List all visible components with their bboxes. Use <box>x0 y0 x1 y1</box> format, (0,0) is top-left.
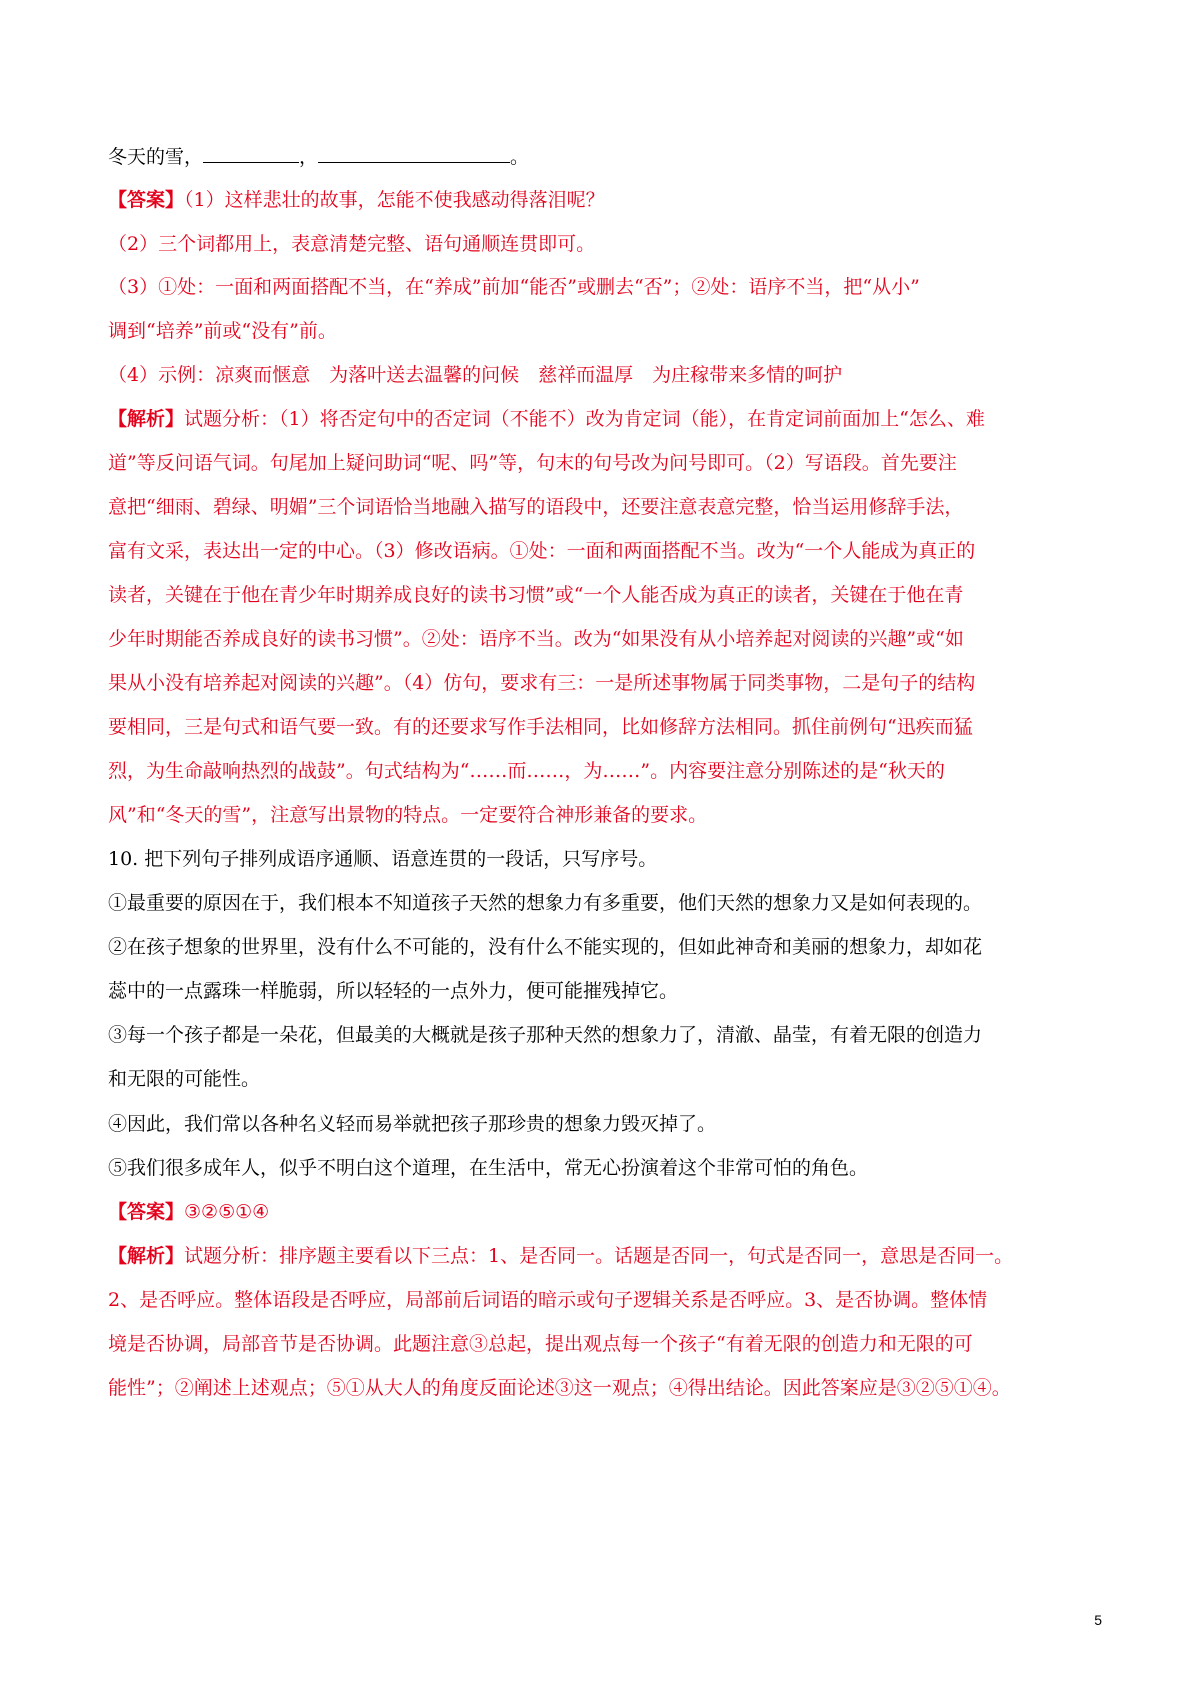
q10-sentence-5: ⑤我们很多成年人，似乎不明白这个道理，在生活中，常无心扮演着这个非常可怕的角色。 <box>108 1157 869 1179</box>
q10-analysis-line: 能性”；②阐述上述观点；⑤①从大人的角度反面论述③这一观点；④得出结论。因此答案应是③②⑤①④。 <box>108 1377 1011 1399</box>
q9-answer-3b: 调到“培养”前或“没有”前。 <box>108 320 337 342</box>
q9-analysis-line: 富有文采，表达出一定的中心。（3）修改语病。①处：一面和两面搭配不当。改为“一个人能成为真正的 <box>108 540 976 562</box>
answer-text: （1）这样悲壮的故事，怎能不使我感动得落泪呢？ <box>184 189 605 211</box>
answer-text: ③②⑤①④ <box>184 1201 270 1223</box>
q9-analysis-line <box>108 404 1092 434</box>
q10-analysis-line <box>108 1241 1092 1271</box>
q10-sentence-2a: ②在孩子想象的世界里，没有什么不可能的，没有什么不能实现的，但如此神奇和美丽的想象力，却如花 <box>108 936 983 958</box>
q9-analysis-line: 风”和“冬天的雪”，注意写出景物的特点。一定要符合神形兼备的要求。 <box>108 804 708 826</box>
q10-analysis-line: 境是否协调，局部音节是否协调。此题注意③总起，提出观点每一个孩子“有着无限的创造力和无限的可 <box>108 1333 973 1355</box>
q9-analysis-line: 果从小没有培养起对阅读的兴趣”。（4）仿句，要求有三：一是所述事物属于同类事物，二是句子的结构 <box>108 672 976 694</box>
q10-sentence-2b: 蕊中的一点露珠一样脆弱，所以轻轻的一点外力，便可能摧残掉它。 <box>108 980 679 1002</box>
q9-answer-3a: （3）①处：一面和两面搭配不当，在“养成”前加“能否”或删去“否”；②处：语序不当，把“从小” <box>108 276 920 298</box>
q10-sentence-4: ④因此，我们常以各种名义轻而易举就把孩子那珍贵的想象力毁灭掉了。 <box>108 1113 717 1135</box>
fill-blank-separator: ， <box>299 146 319 168</box>
q10-sentence-3b: 和无限的可能性。 <box>108 1068 261 1090</box>
analysis-tag: 【解析】 <box>108 1245 185 1267</box>
q10-analysis-line: 2、是否呼应。整体语段是否呼应，局部前后词语的暗示或句子逻辑关系是否呼应。3、是否协调。整体情 <box>108 1289 988 1311</box>
q9-answer-1 <box>108 185 1092 215</box>
q9-answer-2: （2）三个词都用上，表意清楚完整、语句通顺连贯即可。 <box>108 233 596 255</box>
q9-analysis-line: 读者，关键在于他在青少年时期养成良好的读书习惯”或“一个人能否成为真正的读者，关键在于他在青 <box>108 584 964 606</box>
q9-answer-4: （4）示例：凉爽而惬意 为落叶送去温馨的问候 慈祥而温厚 为庄稼带来多情的呵护 <box>108 364 843 386</box>
fill-blank-line <box>108 142 1092 172</box>
page-number: 5 <box>1094 1612 1102 1628</box>
q10-answer <box>108 1197 1092 1227</box>
fill-blank-suffix: 。 <box>510 146 530 168</box>
analysis-text: 试题分析：排序题主要看以下三点：1、是否同一。话题是否同一，句式是否同一，意思是否同一。 <box>184 1245 1014 1267</box>
analysis-text: 试题分析：（1）将否定句中的否定词（不能不）改为肯定词（能），在肯定词前面加上“怎么、难 <box>184 408 985 430</box>
q10-sentence-3a: ③每一个孩子都是一朵花，但最美的大概就是孩子那种天然的想象力了，清澈、晶莹，有着无限的创造力 <box>108 1024 983 1046</box>
answer-tag: 【答案】 <box>108 189 185 211</box>
answer-tag: 【答案】 <box>108 1201 185 1223</box>
q9-analysis-line: 烈，为生命敲响热烈的战鼓”。句式结构为“……而……，为……”。内容要注意分别陈述的是“秋天的 <box>108 760 945 782</box>
fill-blank-prefix: 冬天的雪， <box>108 146 204 168</box>
q10-sentence-1: ①最重要的原因在于，我们根本不知道孩子天然的想象力有多重要，他们天然的想象力又是如何表现的。 <box>108 892 983 914</box>
q9-analysis-line: 意把“细雨、碧绿、明媚”三个词语恰当地融入描写的语段中，还要注意表意完整，恰当运用修辞手法， <box>108 496 964 518</box>
analysis-tag: 【解析】 <box>108 408 185 430</box>
q9-analysis-line: 要相同，三是句式和语气要一致。有的还要求写作手法相同，比如修辞方法相同。抓住前例句“迅疾而猛 <box>108 716 973 738</box>
q10-stem: 10. 把下列句子排列成语序通顺、语意连贯的一段话，只写序号。 <box>108 848 658 870</box>
q9-analysis-line: 少年时期能否养成良好的读书习惯”。②处：语序不当。改为“如果没有从小培养起对阅读的兴趣”或“如 <box>108 628 964 650</box>
blank-1 <box>203 144 299 163</box>
blank-2 <box>318 144 510 163</box>
q9-analysis-line: 道”等反问语气词。句尾加上疑问助词“呢、吗”等，句末的句号改为问号即可。（2）写语段。首先要注 <box>108 452 957 474</box>
